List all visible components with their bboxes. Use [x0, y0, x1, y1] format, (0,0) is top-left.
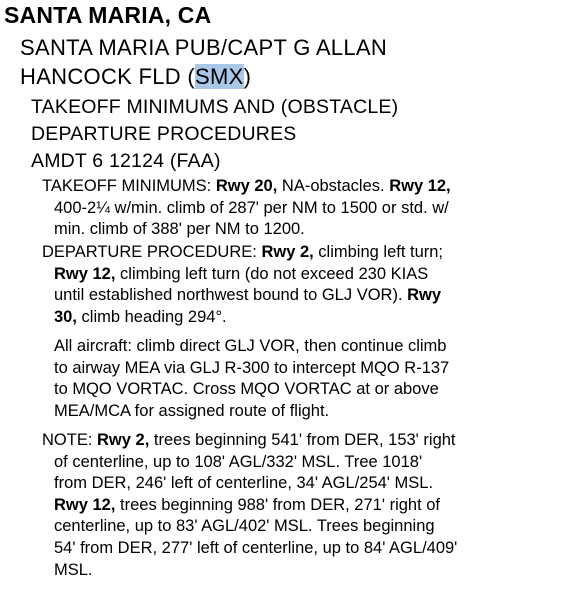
runway-12-label: Rwy 12,: [54, 495, 116, 514]
all-aircraft-line-3: to MQO VORTAC. Cross MQO VORTAC at or above: [54, 380, 439, 399]
departure-procedure-line-1: [42, 242, 443, 264]
note-line-7: MSL.: [54, 560, 93, 579]
city-heading: SANTA MARIA, CA: [4, 2, 212, 28]
note-text: trees beginning 541' from DER, 153' right: [149, 431, 456, 449]
runway-30-number: 30,: [54, 307, 77, 326]
takeoff-minimums-label: TAKEOFF MINIMUMS:: [42, 177, 216, 195]
section-title-line-2: DEPARTURE PROCEDURES: [31, 123, 297, 145]
takeoff-text: NA-obstacles.: [277, 177, 390, 195]
departure-procedure-line-4: [42, 307, 443, 329]
runway-2-label: Rwy 2,: [97, 431, 150, 449]
amendment-line: AMDT 6 12124 (FAA): [31, 150, 221, 172]
airport-name-line-1: SANTA MARIA PUB/CAPT G ALLAN: [20, 35, 388, 60]
takeoff-minimums-line-1: [42, 176, 451, 198]
runway-2-label: Rwy 2,: [261, 243, 314, 261]
departure-text: climbing left turn;: [313, 243, 444, 261]
note-line-4: [42, 495, 457, 517]
all-aircraft-block: [54, 336, 449, 422]
takeoff-minimums-block: [42, 176, 451, 241]
runway-30-label: Rwy: [407, 286, 442, 305]
note-line-1: [42, 430, 457, 452]
takeoff-minimums-line-3: min. climb of 388' per NM to 1200.: [54, 220, 305, 239]
airport-name-line-2: [20, 64, 251, 90]
departure-text: climb heading 294°.: [76, 307, 227, 326]
runway-12-label: Rwy 12,: [389, 177, 451, 195]
departure-procedure-line-3: [42, 285, 443, 307]
airport-name-suffix: ): [243, 64, 252, 89]
runway-20-label: Rwy 20,: [215, 177, 278, 195]
airport-name-prefix: HANCOCK FLD (: [20, 64, 196, 89]
note-block: [42, 430, 457, 581]
note-line-5: centerline, up to 83' AGL/402' MSL. Trees beginning: [54, 517, 435, 536]
note-line-2: of centerline, up to 108' AGL/332' MSL. Tree 1018': [54, 452, 423, 471]
note-line-6: 54' from DER, 277' left of centerline, up to 84' AGL/409': [54, 538, 458, 557]
runway-12-label: Rwy 12,: [54, 264, 116, 283]
note-text: trees beginning 988' from DER, 271' right of: [115, 495, 441, 514]
note-line-3: from DER, 246' left of centerline, 34' AGL/254' MSL.: [54, 474, 434, 493]
departure-procedure-label: DEPARTURE PROCEDURE:: [42, 243, 262, 261]
departure-procedure-line-2: [42, 264, 443, 286]
section-title-line-1: TAKEOFF MINIMUMS AND (OBSTACLE): [31, 96, 399, 118]
departure-text: climbing left turn (do not exceed 230 KIAS: [115, 264, 429, 283]
note-label: NOTE:: [42, 431, 98, 449]
departure-text: until established northwest bound to GLJ VOR).: [54, 286, 408, 305]
airport-identifier-highlight[interactable]: SMX: [195, 64, 244, 89]
all-aircraft-line-1: All aircraft: climb direct GLJ VOR, then continue climb: [54, 337, 447, 355]
all-aircraft-line-4: MEA/MCA for assigned route of flight.: [54, 401, 330, 420]
all-aircraft-line-2: to airway MEA via GLJ R-300 to intercept MQO R-137: [54, 358, 450, 377]
takeoff-minimums-line-2: 400-2¼ w/min. climb of 287' per NM to 1500 or std. w/: [54, 198, 449, 217]
departure-procedure-block: [42, 242, 443, 328]
